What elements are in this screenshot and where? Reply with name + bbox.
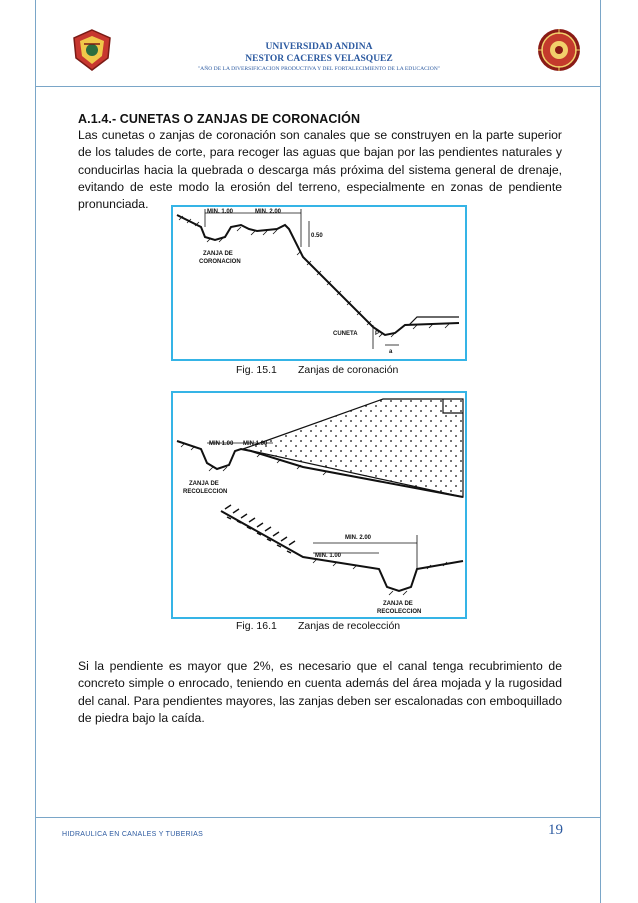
fig2-label-min100-a: MIN 1.00: [209, 441, 234, 447]
fig2-label-min100-c: MIN. 1.00: [315, 553, 342, 559]
footer-page-number: 19: [548, 822, 563, 838]
fig2-label-zanja1-line2: RECOLECCION: [183, 489, 228, 495]
right-margin-line: [600, 0, 601, 903]
figure1-diagram: [173, 207, 465, 359]
fig1-label-p: P: [375, 331, 380, 337]
header-motto: "AÑO DE LA DIVERSIFICACION PRODUCTIVA Y DEL FORTALECIMIENTO DE LA EDUCACION": [197, 66, 441, 72]
fig2-label-min100-b: MIN 1.00: [243, 441, 268, 447]
fig1-label-a: a: [389, 349, 393, 355]
header-university: UNIVERSIDAD ANDINA: [265, 42, 373, 52]
footer-rule: [35, 817, 601, 818]
fig1-label-min100: MIN. 1.00: [207, 209, 234, 215]
paragraph-slope: Si la pendiente es mayor que 2%, es necesario que el canal tenga recubrimiento de concreto simple o enrocado, teniendo en cuenta además del área mojada y la rugosidad del canal. Para pendientes mayores, las zanjas deben ser escalonadas con emboquillado de piedra bajo la caída.: [78, 659, 562, 725]
figure2-caption-text: Zanjas de recolección: [298, 620, 401, 632]
fig2-label-zanja2-line2: RECOLECCION: [377, 609, 422, 615]
figure-zanjas-recoleccion: [171, 391, 467, 619]
figure1-caption-number: Fig. 15.1: [236, 364, 277, 376]
fig1-label-zanja-line2: CORONACION: [199, 259, 241, 265]
figure2-caption-number: Fig. 16.1: [236, 620, 277, 632]
figure1-caption-text: Zanjas de coronación: [298, 364, 399, 376]
section-title: A.1.4.- CUNETAS O ZANJAS DE CORONACIÓN: [78, 112, 361, 126]
fig1-label-cuneta: CUNETA: [333, 331, 358, 337]
figure2-diagram: [173, 393, 465, 617]
fig1-label-min200: MIN. 2.00: [255, 209, 282, 215]
fig1-label-zanja-line1: ZANJA DE: [203, 251, 233, 257]
paragraph-intro: Las cunetas o zanjas de coronación son canales que se construyen en la parte superior de los taludes de corte, para recoger las aguas que bajan por las pendientes naturales y conducirlas hacia la quebrada o descarga más próxima del sistema general de drenaje, evitando de este modo la erosión del terreno, especialmente en zonas de pendiente pronunciada.: [78, 128, 562, 212]
header-name: NESTOR CACERES VELASQUEZ: [245, 54, 393, 64]
header-rule: [35, 86, 601, 87]
fig2-label-zanja1-line1: ZANJA DE: [189, 481, 219, 487]
figure-zanjas-coronacion: [171, 205, 467, 361]
fig2-label-zanja2-line1: ZANJA DE: [383, 601, 413, 607]
footer-course-title: HIDRAULICA EN CANALES Y TUBERIAS: [62, 831, 204, 838]
fig2-label-min200: MIN. 2.00: [345, 535, 372, 541]
left-margin-line: [35, 0, 36, 903]
fig1-label-050: 0.50: [311, 233, 323, 239]
